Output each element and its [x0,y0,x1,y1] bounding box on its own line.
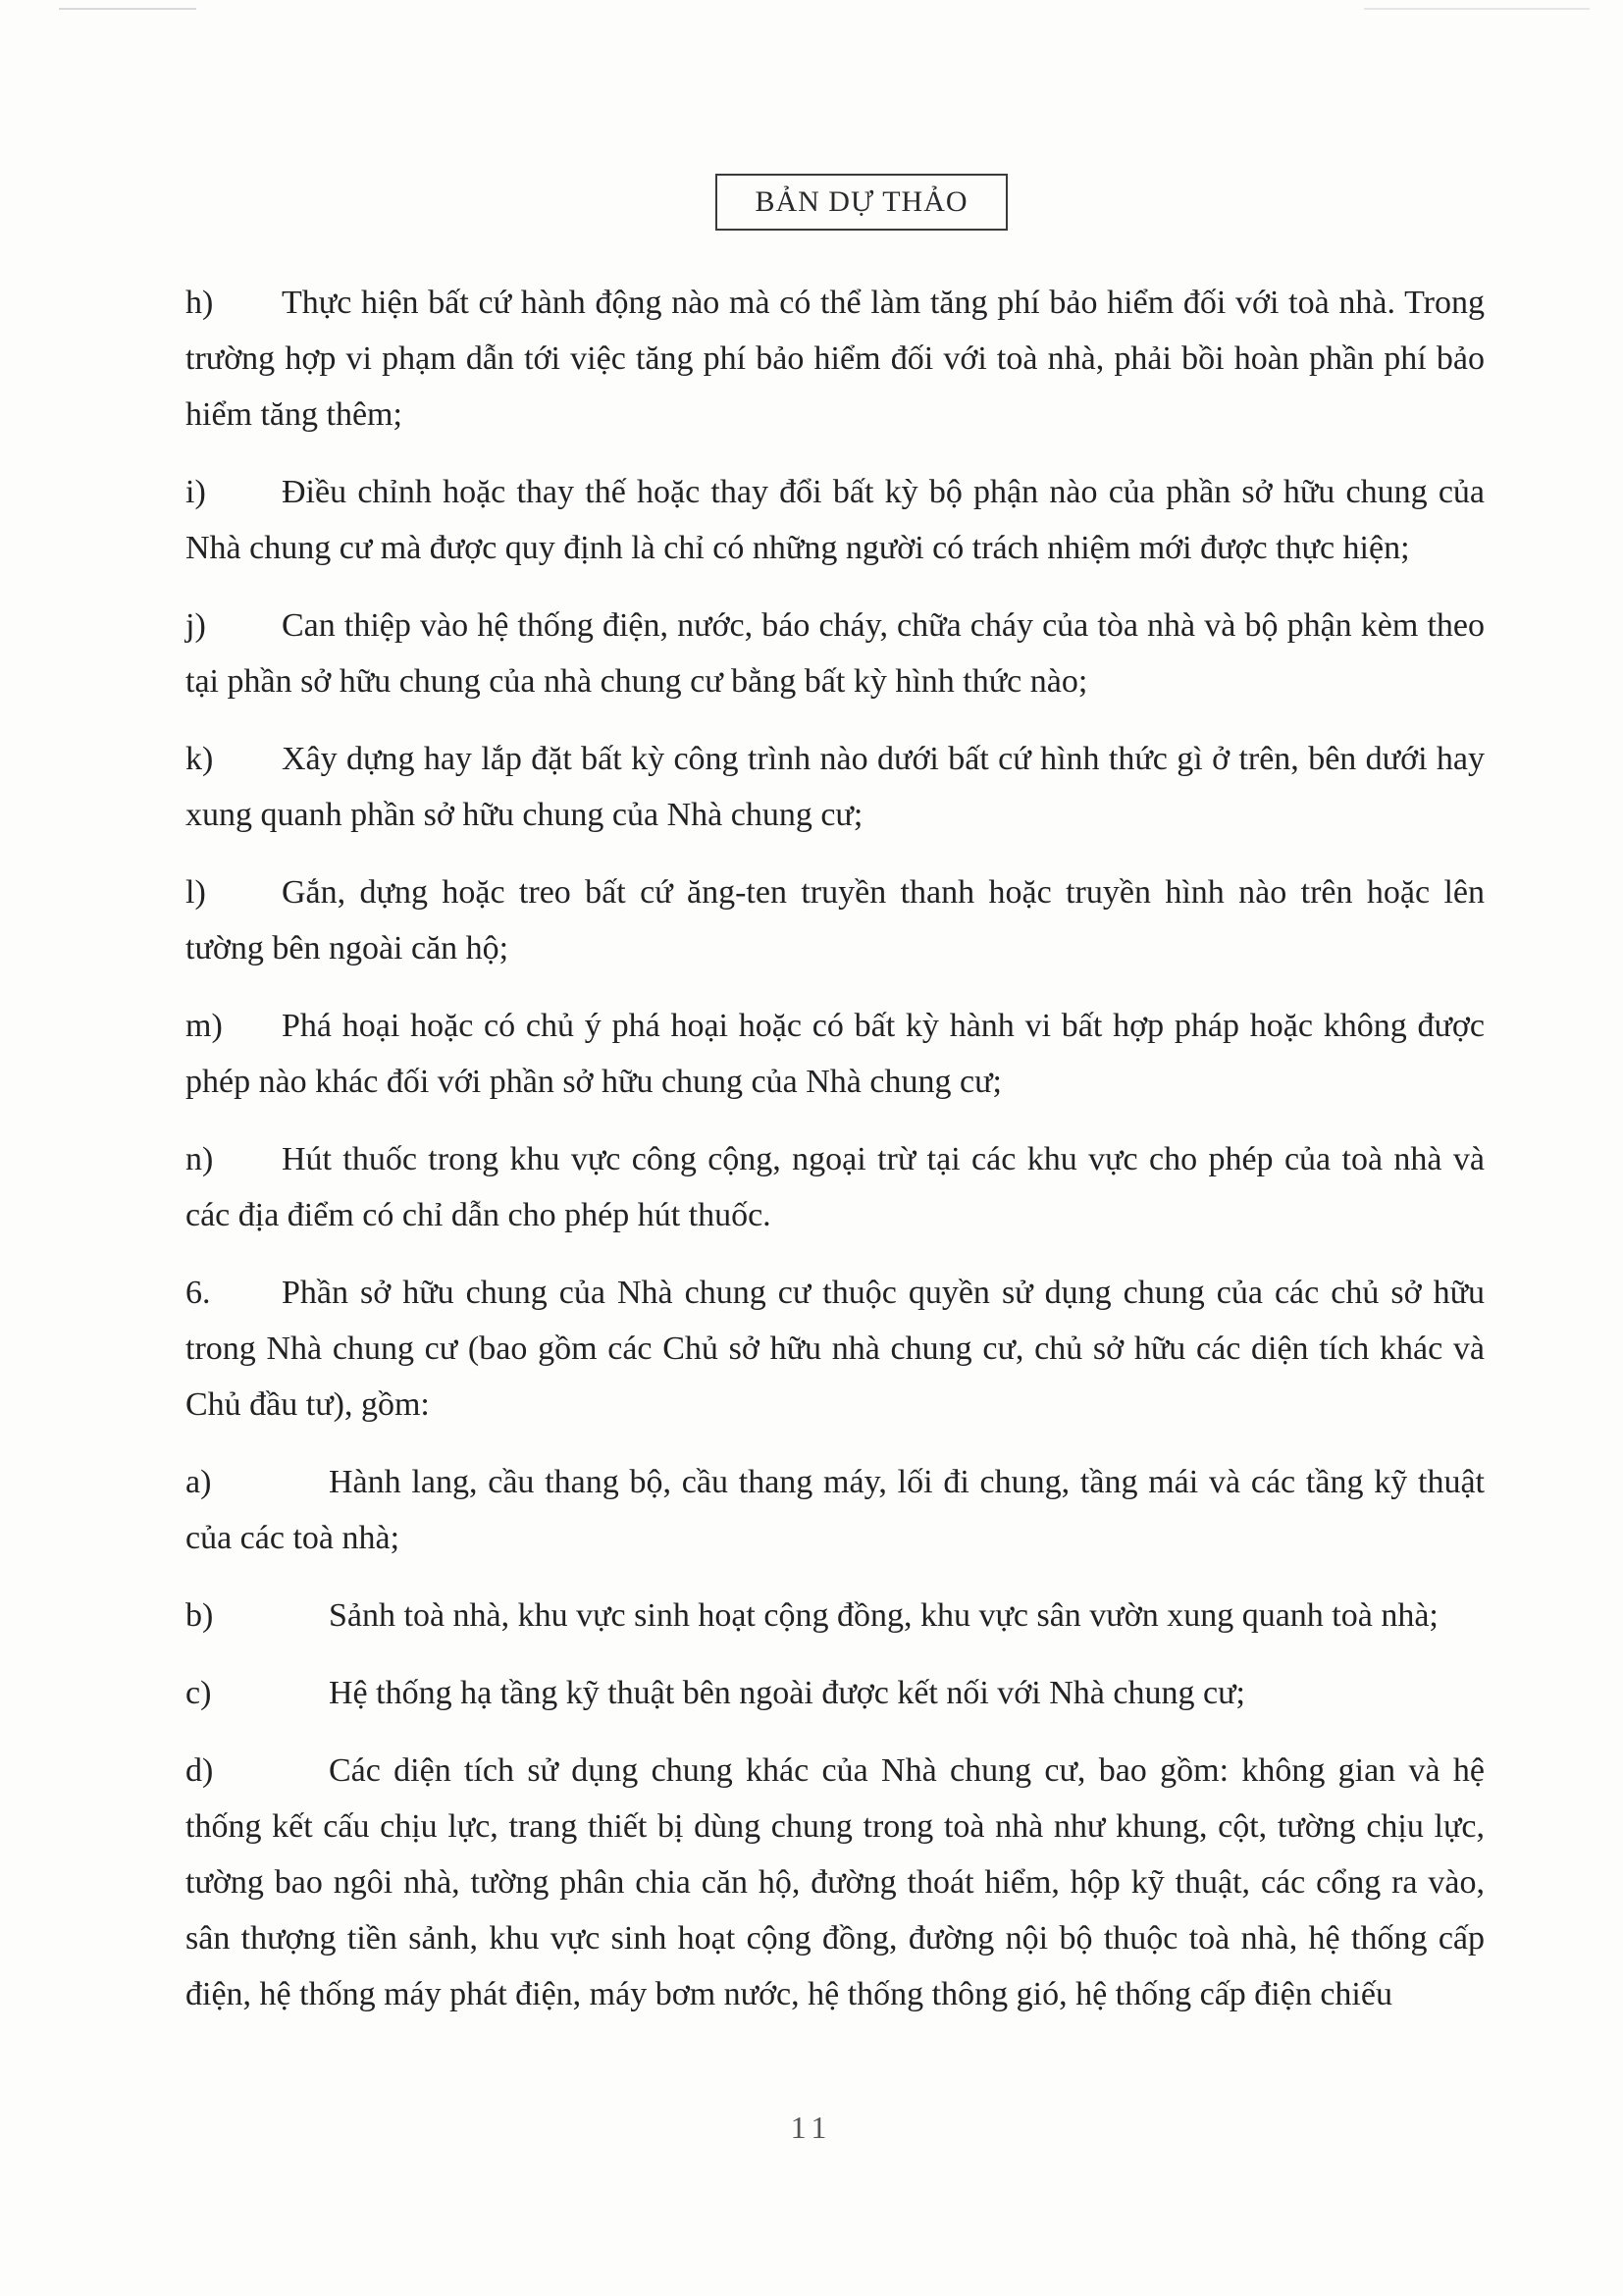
item-text: Thực hiện bất cứ hành động nào mà có thể làm tăng phí bảo hiểm đối với toà nhà. Trong trường hợp vi phạm dẫn tới việc tăng phí bảo hiểm đối với toà nhà, phải bồi hoàn phần phí bảo hiểm tăng thêm; [185,285,1485,433]
item-marker: d) [185,1752,214,1789]
list-item-l [185,864,1485,976]
document-body [185,275,1485,2044]
item-marker: a) [185,1464,212,1500]
scan-artifact [1364,8,1590,10]
draft-label: BẢN DỰ THẢO [755,185,969,218]
item-text: Các diện tích sử dụng chung khác của Nhà chung cư, bao gồm: không gian và hệ thống kết cấu chịu lực, trang thiết bị dùng chung trong toà nhà như khung, cột, tường chịu lực, tường bao ngôi nhà, tường phân chia căn hộ, đường thoát hiểm, hộp kỹ thuật, các cổng ra vào, sân thượng tiền sảnh, khu vực sinh hoạt cộng đồng, đường nội bộ thuộc toà nhà, hệ thống cấp điện, hệ thống máy phát điện, máy bơm nước, hệ thống thông gió, hệ thống cấp điện chiếu [185,1752,1485,2012]
item-text: Can thiệp vào hệ thống điện, nước, báo cháy, chữa cháy của tòa nhà và bộ phận kèm theo tại phần sở hữu chung của nhà chung cư bằng bất kỳ hình thức nào; [185,607,1485,700]
item-text: Gắn, dựng hoặc treo bất cứ ăng-ten truyền thanh hoặc truyền hình nào trên hoặc lên tường bên ngoài căn hộ; [185,874,1485,966]
page-number: 11 [790,2110,833,2145]
sub-item-b [185,1588,1485,1644]
draft-stamp-box [715,174,1008,231]
item-marker: j) [185,607,206,644]
item-text: Sảnh toà nhà, khu vực sinh hoạt cộng đồng, khu vực sân vườn xung quanh toà nhà; [329,1597,1439,1634]
list-item-n [185,1131,1485,1243]
item-marker: m) [185,1008,223,1044]
item-text: Hệ thống hạ tầng kỹ thuật bên ngoài được kết nối với Nhà chung cư; [329,1675,1245,1711]
sub-item-d [185,1743,1485,2022]
item-text: Hành lang, cầu thang bộ, cầu thang máy, lối đi chung, tầng mái và các tầng kỹ thuật của các toà nhà; [185,1464,1485,1556]
list-item-m [185,998,1485,1110]
list-item-h [185,275,1485,443]
item-marker: 6. [185,1275,211,1311]
item-marker: b) [185,1597,214,1634]
item-marker: i) [185,474,206,510]
sub-item-c [185,1665,1485,1721]
item-marker: l) [185,874,206,911]
scan-artifact [59,8,196,10]
item-text: Hút thuốc trong khu vực công cộng, ngoại trừ tại các khu vực cho phép của toà nhà và các địa điểm có chỉ dẫn cho phép hút thuốc. [185,1141,1485,1233]
section-6 [185,1265,1485,1433]
list-item-k [185,731,1485,843]
item-marker: c) [185,1675,212,1711]
sub-item-a [185,1454,1485,1566]
item-text: Phá hoại hoặc có chủ ý phá hoại hoặc có bất kỳ hành vi bất hợp pháp hoặc không được phép nào khác đối với phần sở hữu chung của Nhà chung cư; [185,1008,1485,1100]
item-marker: k) [185,741,214,777]
item-text: Phần sở hữu chung của Nhà chung cư thuộc quyền sử dụng chung của các chủ sở hữu trong Nhà chung cư (bao gồm các Chủ sở hữu nhà chung cư, chủ sở hữu các diện tích khác và Chủ đầu tư), gồm: [185,1275,1485,1423]
item-marker: h) [185,285,214,321]
item-text: Xây dựng hay lắp đặt bất kỳ công trình nào dưới bất cứ hình thức gì ở trên, bên dưới hay xung quanh phần sở hữu chung của Nhà chung cư; [185,741,1485,833]
list-item-j [185,598,1485,709]
item-text: Điều chỉnh hoặc thay thế hoặc thay đổi bất kỳ bộ phận nào của phần sở hữu chung của Nhà chung cư mà được quy định là chỉ có những người có trách nhiệm mới được thực hiện; [185,474,1485,566]
list-item-i [185,464,1485,576]
item-marker: n) [185,1141,214,1177]
